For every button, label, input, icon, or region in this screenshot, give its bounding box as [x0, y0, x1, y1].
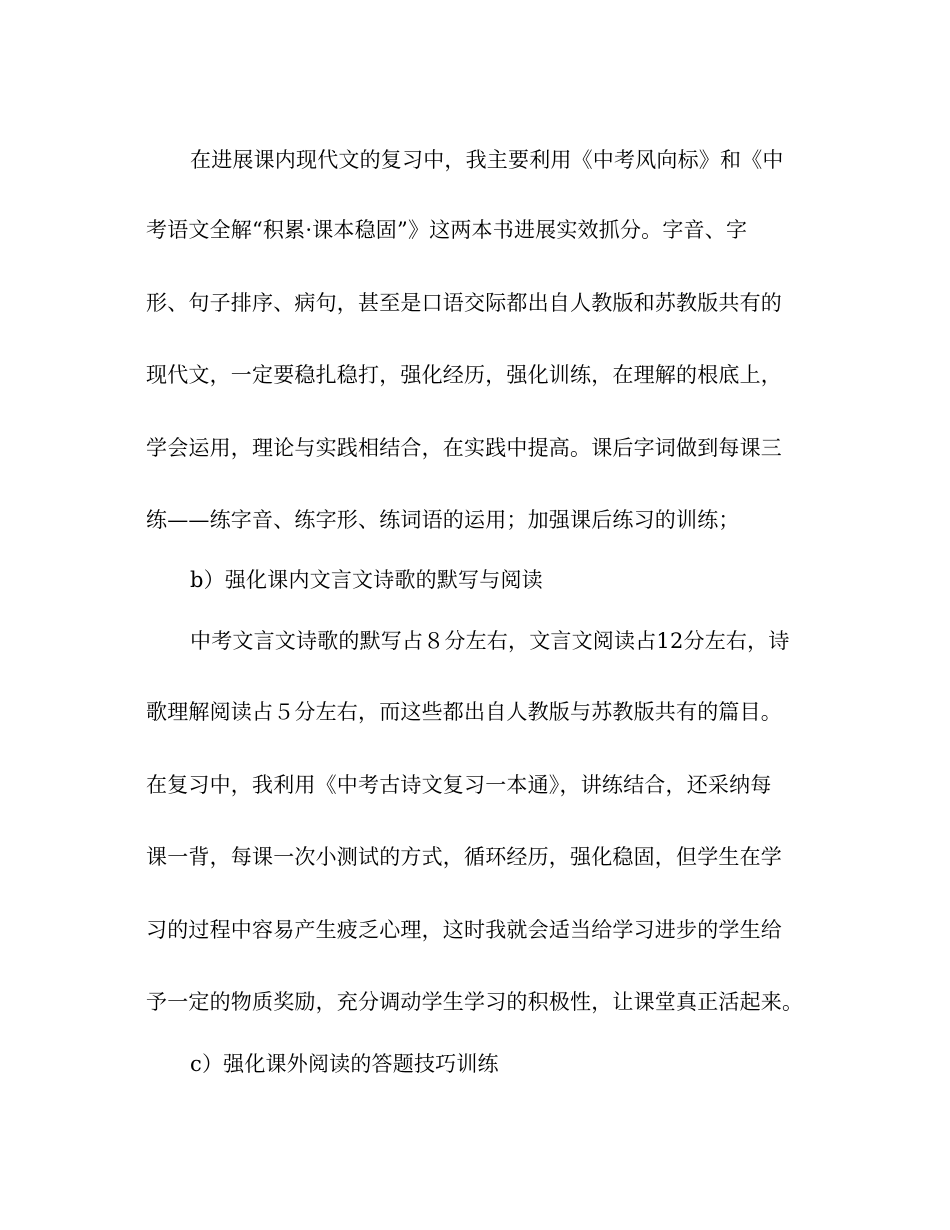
paragraph-1-line-2: 考语文全解“积累·课本稳固”》这两本书进展实效抓分。字音、字: [146, 218, 748, 242]
paragraph-2-line-3: 在复习中，我利用《中考古诗文复习一本通》，讲练结合，还采纳每: [146, 773, 772, 797]
paragraph-2-line-6: 予一定的物质奖励，充分调动学生学习的积极性，让课堂真正活起来。: [146, 990, 804, 1014]
paragraph-1-line-5: 学会运用，理论与实践相结合，在实践中提高。课后字词做到每课三: [146, 436, 782, 460]
section-heading-c: c）强化课外阅读的答题技巧训练: [190, 1052, 499, 1076]
paragraph-2-line-2: 歌理解阅读占５分左右，而这些都出自人教版与苏教版共有的篇目。: [146, 700, 782, 724]
paragraph-2-line-4: 课一背，每课一次小测试的方式，循环经历，强化稳固，但学生在学: [146, 845, 782, 869]
section-heading-b: b）强化课内文言文诗歌的默写与阅读: [190, 568, 543, 592]
paragraph-1-line-1: 在进展课内现代文的复习中，我主要利用《中考风向标》和《中: [190, 148, 784, 172]
paragraph-1-line-4: 现代文，一定要稳扎稳打，强化经历，强化训练，在理解的根底上，: [146, 363, 782, 387]
paragraph-1-line-3: 形、句子排序、病句，甚至是口语交际都出自人教版和苏教版共有的: [146, 291, 782, 315]
paragraph-1-line-6: 练——练字音、练字形、练词语的运用；加强课后练习的训练；: [146, 508, 740, 532]
paragraph-2-line-1: 中考文言文诗歌的默写占８分左右，文言文阅读占12分左右，诗: [190, 629, 790, 653]
paragraph-2-line-5: 习的过程中容易产生疲乏心理，这时我就会适当给学习进步的学生给: [146, 918, 782, 942]
